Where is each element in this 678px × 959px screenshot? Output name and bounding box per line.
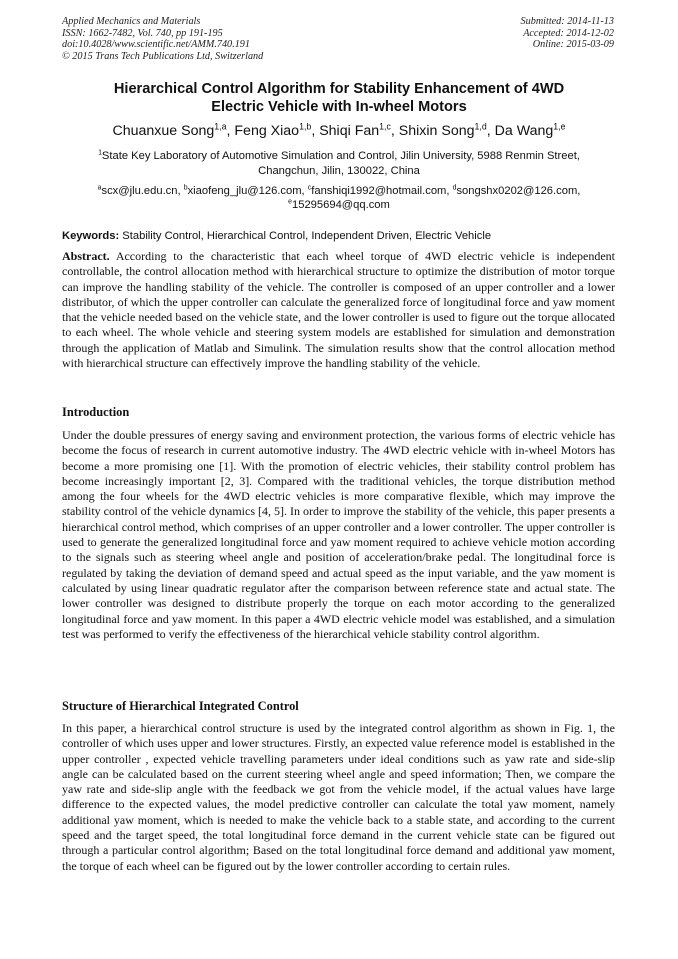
title-line-1: Hierarchical Control Algorithm for Stability Enhancement of 4WD — [113, 81, 565, 97]
email-address[interactable]: songshx0202@126.com, — [456, 185, 581, 197]
author — [495, 123, 566, 139]
author-sep: , — [226, 123, 235, 139]
structure-body: In this paper, a hierarchical control structure is used by the integrated control algorithm as shown in Fig. 1, the controller of which uses upper and lower structures. Firstly, an expected value reference model is established in the upper controller , expected vehicle travelling parameters under ideal conditions such as yaw rate and side-slip angle can be calculated based on the current steering wheel angle and speed information; Then, we compare the yaw rate and side-slip angle with the feedback we got from the vehicle model, if the actual values have large difference to the expected values, the model predictive controller can calculate the total yaw moment, namely additional yaw moment, which is needed to make the vehicle back to a stable state, and according to the current speed and the target speed, the total longitudinal force demand in the current vehicle state can be figured out through a particular control algorithm; Based on the total longitudinal force demand and additional yaw moment, the torque of each wheel can be figured out by the lower controller according to certain rules. — [62, 721, 615, 873]
doi[interactable]: doi:10.4028/www.scientific.net/AMM.740.191 — [62, 39, 250, 51]
affiliation-line-1 — [62, 149, 616, 164]
author-sup: 1,d — [474, 121, 487, 132]
submitted-date: Submitted: 2014-11-13 — [520, 16, 614, 27]
copyright: © 2015 Trans Tech Publications Ltd, Switzerland — [62, 50, 264, 62]
keywords — [62, 229, 616, 243]
email-mark: a — [97, 184, 102, 192]
author-name: Feng Xiao — [234, 123, 300, 139]
email-address[interactable]: 15295694@qq.com — [292, 198, 390, 211]
affiliation-text-1: State Key Laboratory of Automotive Simulation and Control, Jilin University, 5988 Renmin Street, — [101, 150, 580, 162]
email-mark: d — [452, 184, 457, 192]
author-sup: 1,e — [553, 121, 566, 132]
abstract-text: According to the characteristic that each wheel torque of 4WD electric vehicle is independent controllable, the control allocation method with hierarchical structure to optimize the distribution of motor torque can improve the handling stability of the vehicle. The controller is composed of an upper controller and a lower distributor, of which the upper controller can calculate the generalized force of longitudinal force and yaw moment that the vehicle needed based on the vehicle state, and the lower controller is used to figure out the torque allocated to each wheel. The whole vehicle and steering system models are established for simulation and demonstration through the application of Matlab and Simulink. The simulation results show that the control allocation method with hierarchical structure can effectively improve the handling stability of the vehicle. — [62, 249, 615, 371]
author-sup: 1,b — [299, 121, 312, 132]
author-sup: 1,a — [214, 121, 227, 132]
affiliation-line-2: Changchun, Jilin, 130022, China — [258, 164, 420, 177]
author — [234, 123, 319, 139]
email-mark: e — [288, 197, 293, 205]
author-emails — [62, 185, 616, 212]
keywords-text: Stability Control, Hierarchical Control, Independent Driven, Electric Vehicle — [119, 230, 492, 242]
journal-name: Applied Mechanics and Materials — [62, 16, 201, 27]
emails-line-1 — [62, 185, 616, 199]
email-mark: c — [307, 184, 312, 192]
author-sep: , — [390, 123, 399, 139]
dates-header — [521, 16, 614, 51]
author — [399, 123, 495, 139]
author-name: Da Wang — [494, 123, 554, 139]
online-date: Online: 2015-03-09 — [532, 39, 614, 51]
accepted-date: Accepted: 2014-12-02 — [523, 27, 614, 39]
abstract — [62, 249, 615, 371]
title-line-2: Electric Vehicle with In-wheel Motors — [211, 99, 467, 115]
issn: ISSN: 1662-7482, Vol. 740, pp 191-195 — [62, 27, 223, 39]
paper-title — [60, 80, 618, 116]
email-address[interactable]: xiaofeng_jlu@126.com, — [187, 185, 308, 197]
introduction-heading: Introduction — [62, 405, 130, 419]
journal-header — [62, 16, 263, 62]
keywords-label: Keywords: — [62, 230, 120, 242]
affiliation-mark: 1 — [98, 149, 102, 157]
author-name: Shiqi Fan — [319, 123, 380, 139]
author-sep: , — [311, 123, 320, 139]
introduction-body: Under the double pressures of energy saving and environment protection, the various forms of electric vehicle has become the focus of research in current automotive industry. The 4WD electric vehicle with in-wheel Motors has become a more promising one [1]. With the promotion of electric vehicles, their stability control problem has become increasingly important [2, 3]. Compared with the traditional vehicles, the torque distribution method among the four wheels for the 4WD electric vehicles is more comparative flexible, which may improve the stability control of the vehicle dynamics [4, 5]. In order to improve the stability of the vehicle, this paper presents a hierarchical control method, which comprises of an upper controller and a lower controller. The upper controller is used to generate the generalized longitudinal force and yaw moment required to achieve vehicle motion according to the signals such as steering wheel angle and position of acceleration/brake pedal. The longitudinal force is regulated by taking the deviation of demand speed and actual speed as the input variable, and the yaw moment is calculated by using linear quadratic regulator after the comparison between reference state and actual state. The lower controller was designed to distribute properly the torque on each motor according to the generalized longitudinal force and yaw moment. In this paper a 4WD electric vehicle model was established, and a simulation test was performed to verify the effectiveness of the hierarchical vehicle stability control algorithm. — [62, 428, 615, 641]
author — [319, 123, 399, 139]
email-address[interactable]: fanshiqi1992@hotmail.com, — [311, 185, 453, 197]
affiliation — [62, 149, 616, 178]
abstract-label: Abstract. — [62, 249, 110, 263]
emails-line-2 — [62, 199, 616, 213]
author-list — [50, 122, 628, 140]
email-mark: b — [183, 184, 188, 192]
author-sup: 1,c — [379, 121, 391, 132]
author — [113, 123, 235, 139]
author-name: Shixin Song — [398, 123, 475, 139]
author-sep: , — [486, 123, 495, 139]
structure-heading: Structure of Hierarchical Integrated Control — [62, 699, 299, 713]
author-name: Chuanxue Song — [112, 123, 215, 139]
email-address[interactable]: scx@jlu.edu.cn, — [101, 185, 184, 197]
